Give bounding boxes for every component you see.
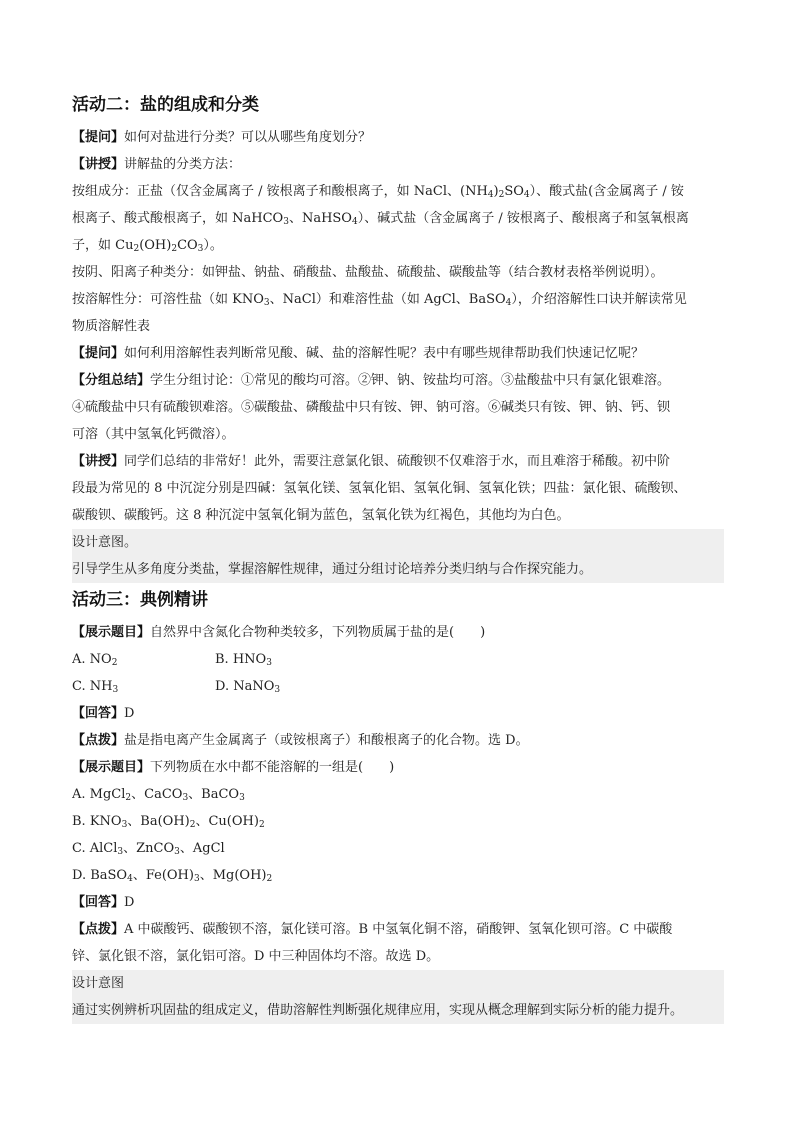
design-intent-text: 引导学生从多角度分类盐，掌握溶解性规律，通过分组讨论培养分类归纳与合作探究能力。: [72, 556, 724, 583]
composition-classification: 按组成分：正盐（仅含金属离子 / 铵根离子和酸根离子，如 NaCl、$(NH_4)_2SO_4$）、酸式盐(含金属离子 / 铵 根离子、酸式酸根离子，如 NaHCO$_3$、NaHSO$_4$）、碱式盐（含金属离子 / 铵根离子、酸根离子和氢氧根离 子，如 $Cu_2(OH)_2CO_3$）。: [72, 184, 689, 254]
document-page: [72, 92, 724, 1024]
group-summary: 【分组总结】学生分组讨论：①常见的酸均可溶。②钾、钠、铵盐均可溶。③盐酸盐中只有氯化银难溶。 ④硫酸盐中只有硫酸钡难溶。⑤碳酸盐、磷酸盐中只有铵、钾、钠可溶。⑥碱类只有铵、钾、钠、钙、钡 可溶（其中氢氧化钙微溶）。: [72, 373, 671, 442]
design-intent-label: 设计意图。: [72, 529, 724, 556]
problem-statement: 【展示题目】下列物质在水中都不能溶解的一组是( ): [72, 760, 395, 775]
choice-option-a: A. MgCl$_2$、CaCO$_3$、BaCO$_3$: [72, 787, 245, 803]
answer: 【回答】D: [72, 895, 135, 910]
design-intent-label: 设计意图: [72, 970, 724, 997]
choice-option-c: C. AlCl$_3$、ZnCO$_3$、AgCl: [72, 841, 225, 857]
choice-option-d: D. BaSO$_4$、$Fe(OH)_3$、$Mg(OH)_2$: [72, 868, 273, 884]
lecture-paragraph: 【讲授】同学们总结的非常好！此外，需要注意氯化银、硫酸钡不仅难溶于水，而且难溶于稀酸。初中阶 段最为常见的 8 中沉淀分别是四碱：氢氧化镁、氢氧化铝、氢氧化铜、氢氧化铁；四盐：氯化银、硫酸钡、 碳酸钡、碳酸钙。这 8 种沉淀中氢氧化铜为蓝色，氢氧化铁为红褐色，其他均为白色。: [72, 454, 687, 523]
design-intent-text: 通过实例辨析巩固盐的组成定义，借助溶解性判断强化规律应用，实现从概念理解到实际分析的能力提升。: [72, 997, 724, 1024]
hint: 【点拨】盐是指电离产生金属离子（或铵根离子）和酸根离子的化合物。选 D。: [72, 733, 529, 748]
choice-row: A. $NO_2$ B. $HNO_3$: [72, 652, 272, 668]
section-title-activity-2: 活动二：盐的组成和分类: [72, 95, 259, 115]
lecture-paragraph: 【讲授】讲解盐的分类方法：: [72, 157, 242, 172]
answer: 【回答】D: [72, 706, 135, 721]
choice-option-b: B. $KNO_3$、$Ba(OH)_2$、$Cu(OH)_2$: [72, 814, 265, 830]
hint: 【点拨】A 中碳酸钙、碳酸钡不溶，氯化镁可溶。B 中氢氧化铜不溶，硝酸钾、氢氧化钡可溶。C 中碳酸 锌、氯化银不溶，氯化铝可溶。D 中三种固体均不溶。故选 D。: [72, 922, 673, 964]
question-paragraph: 【提问】如何对盐进行分类？可以从哪些角度划分？: [72, 130, 372, 145]
problem-statement: 【展示题目】自然界中含氮化合物种类较多，下列物质属于盐的是( ): [72, 625, 486, 640]
solubility-classification: 按溶解性分：可溶性盐（如 $KNO_3$、NaCl）和难溶性盐（如 AgCl、BaSO$_4$），介绍溶解性口诀并解读常见 物质溶解性表: [72, 292, 687, 334]
ion-classification: 按阴、阳离子种类分：如钾盐、钠盐、硝酸盐、盐酸盐、硫酸盐、碳酸盐等（结合教材表格举例说明）。: [72, 265, 664, 280]
choice-row: C. $NH_3$ D. NaNO$_3$: [72, 679, 281, 695]
section-title-activity-3: 活动三：典例精讲: [72, 590, 208, 610]
question-paragraph: 【提问】如何利用溶解性表判断常见酸、碱、盐的溶解性呢？表中有哪些规律帮助我们快速记忆呢？: [72, 346, 645, 361]
